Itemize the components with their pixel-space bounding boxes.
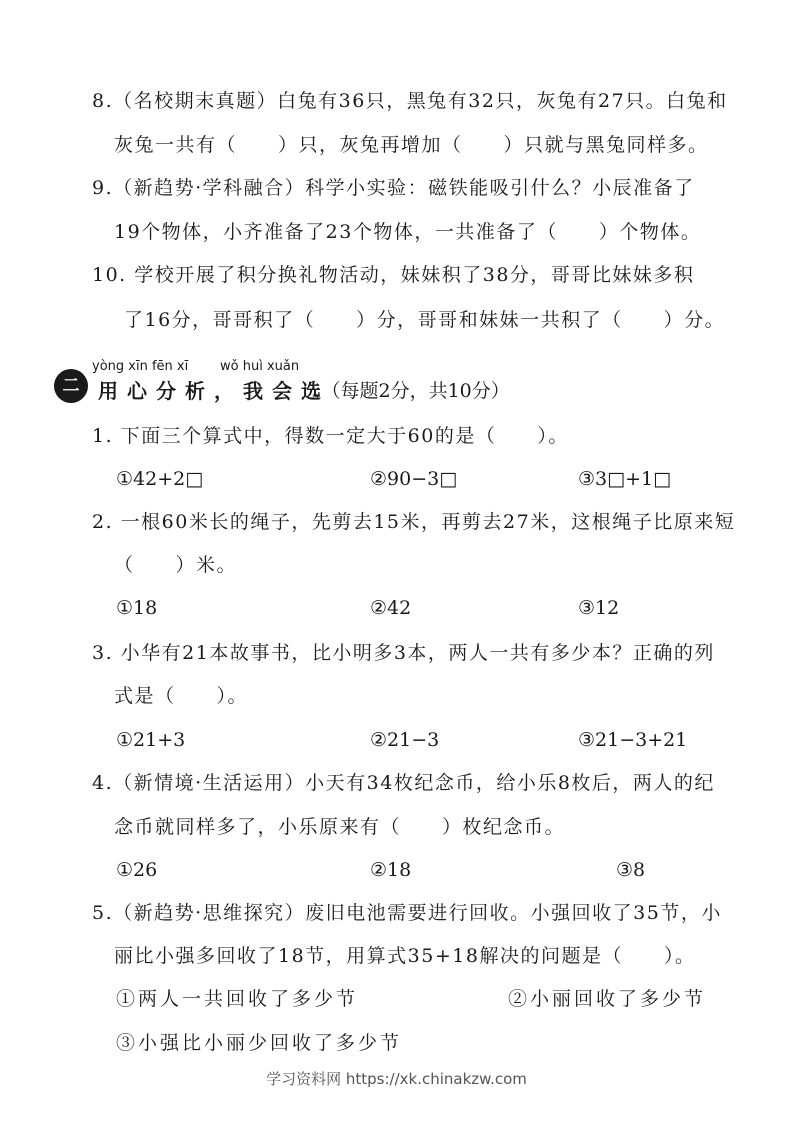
section-score: 。（每题2分，共10分） <box>312 380 510 402</box>
mc-q3-option-b: ②21−3 <box>370 729 440 751</box>
mc-q3-line2: 式是（ ）。 <box>114 685 249 707</box>
mc-q2-line2: （ ）米。 <box>114 554 238 576</box>
mc-q5-line1: 5.（新趋势·思维探究）废旧电池需要进行回收。小强回收了35节，小 <box>92 902 722 924</box>
mc-q1-option-a: ①42+2□ <box>116 468 204 490</box>
mc-q4-line1: 4.（新情境·生活运用）小天有34枚纪念币，给小乐8枚后，两人的纪 <box>92 772 715 794</box>
pinyin-annotation-2: wǒ huì xuǎn <box>220 359 300 374</box>
q8-line2: 灰兔一共有（ ）只，灰兔再增加（ ）只就与黑兔同样多。 <box>114 134 709 156</box>
q10-line2: 了16分，哥哥积了（ ）分，哥哥和妹妹一共积了（ ）分。 <box>124 309 726 331</box>
section-title: 用心分析，我会选 <box>98 379 330 403</box>
mc-q4-option-a: ①26 <box>116 859 158 881</box>
mc-q2-option-b: ②42 <box>370 597 412 619</box>
mc-q2-line1: 2. 一根60米长的绳子，先剪去15米，再剪去27米，这根绳子比原来短 <box>92 511 736 533</box>
mc-q3-option-c: ③21−3+21 <box>578 729 688 751</box>
mc-q5-line2: 丽比小强多回收了18节，用算式35+18解决的问题是（ ）。 <box>114 945 696 967</box>
mc-q5-option-a: ①两人一共回收了多少节 <box>116 988 359 1010</box>
mc-q2-option-c: ③12 <box>578 597 620 619</box>
mc-q2-option-a: ①18 <box>116 597 158 619</box>
footer-watermark: 学习资料网 https://xk.chinakzw.com <box>266 1070 527 1088</box>
mc-q3-option-a: ①21+3 <box>116 729 186 751</box>
section-number-badge: 二 <box>54 369 88 403</box>
pinyin-annotation-1: yòng xīn fēn xī <box>92 359 189 374</box>
q10-line1: 10. 学校开展了积分换礼物活动，妹妹积了38分，哥哥比妹妹多积 <box>92 264 695 286</box>
mc-q4-option-c: ③8 <box>616 859 646 881</box>
mc-q1-option-b: ②90−3□ <box>370 468 458 490</box>
mc-q1-option-c: ③3□+1□ <box>578 468 672 490</box>
mc-q5-option-c: ③小强比小丽少回收了多少节 <box>116 1032 403 1054</box>
mc-q3-line1: 3. 小华有21本故事书，比小明多3本，两人一共有多少本？正确的列 <box>92 642 715 664</box>
mc-q5-option-b: ②小丽回收了多少节 <box>508 988 707 1010</box>
mc-q1-line1: 1. 下面三个算式中，得数一定大于60的是（ ）。 <box>92 425 569 447</box>
q8-line1: 8.（名校期末真题）白兔有36只，黑兔有32只，灰兔有27只。白兔和 <box>92 90 728 112</box>
mc-q4-line2: 念币就同样多了，小乐原来有（ ）枚纪念币。 <box>114 816 566 838</box>
mc-q4-option-b: ②18 <box>370 859 412 881</box>
q9-line1: 9.（新趋势·学科融合）科学小实验：磁铁能吸引什么？小辰准备了 <box>92 177 695 199</box>
q9-line2: 19个物体，小齐准备了23个物体，一共准备了（ ）个物体。 <box>114 221 702 243</box>
